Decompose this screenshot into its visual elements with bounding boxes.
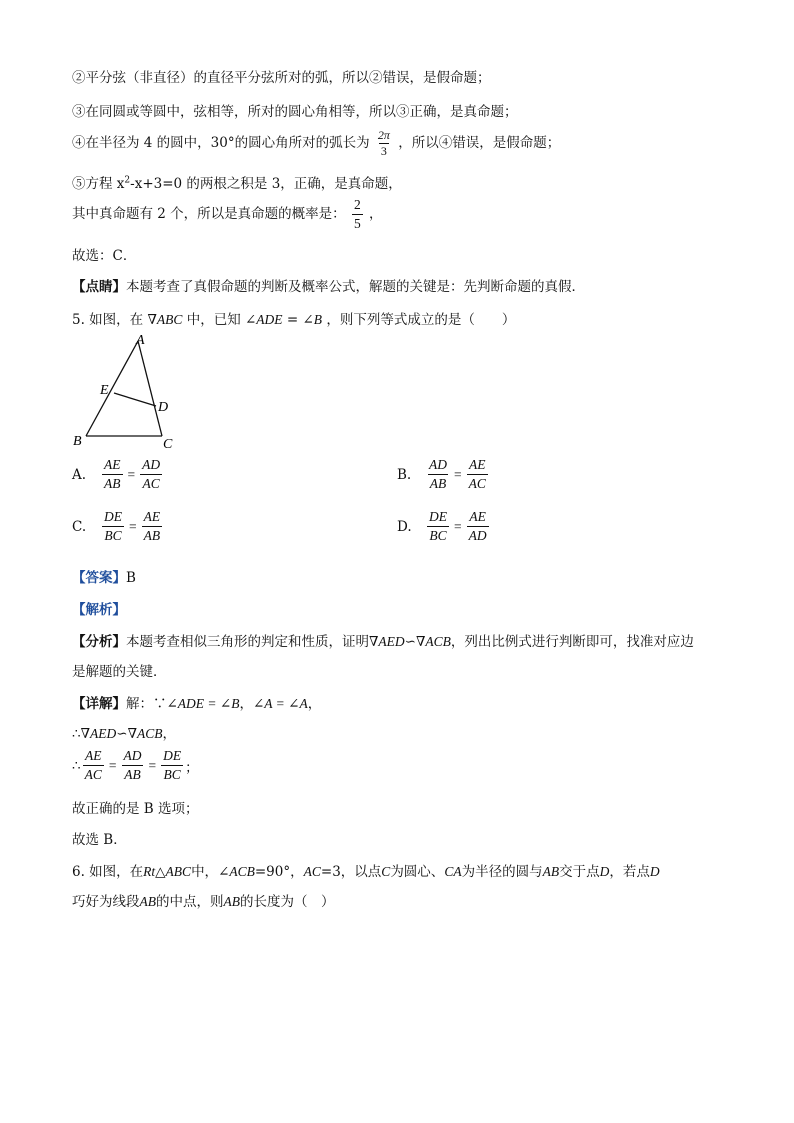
option-a[interactable] [72, 456, 164, 493]
numerator: AE [104, 457, 121, 472]
denominator: BC [104, 528, 122, 543]
text: ③在同圆或等圆中，弦相等，所对的圆心角相等，所以③正确，是真命题； [72, 104, 518, 120]
analysis-tag: 【解析】 [72, 602, 126, 618]
fraction [121, 747, 143, 784]
math: CA [444, 864, 462, 879]
math: C [381, 864, 391, 879]
question-5-stem [72, 308, 515, 328]
numerator: AD [429, 457, 447, 472]
question-6-line-1 [72, 860, 660, 880]
text: 6. 如图，在 [72, 864, 144, 880]
text: 本题考查相似三角形的判定和性质，证明 [126, 634, 369, 650]
text: ，若点 [609, 864, 650, 880]
text: ④在半径为 4 的圆中，30°的圆心角所对的弧长为 [72, 135, 370, 151]
solution-line-2 [72, 66, 491, 86]
answer-tag: 【答案】 [72, 570, 126, 586]
math: ∇AED∽∇ACB [369, 634, 451, 649]
math: Rt△ABC [143, 864, 192, 879]
math: D [599, 864, 610, 879]
side-ac [138, 341, 162, 436]
math: ∠ADE = ∠B [166, 696, 240, 711]
fraction [140, 456, 162, 493]
solution-line-5 [72, 172, 402, 192]
numerator: DE [429, 509, 447, 524]
math: AB [542, 864, 560, 879]
denominator: AB [124, 767, 141, 782]
numerator: DE [163, 748, 182, 763]
answer-line [72, 566, 136, 586]
text: ，所以④错误，是假命题； [398, 135, 561, 151]
math: D [649, 864, 660, 879]
exponent: 2 [124, 175, 131, 186]
option-letter: B. [397, 466, 412, 483]
label-b: B [73, 434, 82, 449]
detail-line-2 [72, 722, 176, 742]
fraction-2-over-5 [352, 196, 363, 233]
option-d[interactable] [397, 508, 491, 545]
detail-line-4 [72, 797, 199, 817]
text: 故选：C． [72, 248, 137, 264]
dianjing-tag: 【点睛】 [72, 279, 126, 295]
fraction [102, 508, 124, 545]
numerator: 2π [377, 128, 390, 142]
text: 巧好为线段 [72, 894, 140, 910]
therefore-symbol: ∴ [72, 726, 81, 742]
text: ，列出比例式进行判断即可，找准对应边 [450, 634, 694, 650]
text: ， [369, 206, 383, 222]
numerator: AE [143, 509, 161, 524]
fraction [161, 747, 183, 784]
denominator: AC [468, 476, 486, 491]
fenxi-tag: 【分析】 [72, 634, 126, 650]
detail-line-3 [72, 747, 199, 784]
detail-tag: 【详解】 [72, 696, 126, 712]
question-6-line-2 [72, 890, 335, 910]
text: ， [239, 696, 253, 712]
text: 故正确的是 B 选项； [72, 801, 199, 817]
math: ∠ACB [218, 864, 255, 879]
denominator: AB [143, 528, 161, 543]
equals-sign: = [454, 466, 462, 482]
denominator: AC [84, 767, 102, 782]
analysis-tag-line [72, 598, 126, 618]
math: = [286, 312, 299, 328]
option-letter: A. [72, 466, 87, 483]
fraction [142, 508, 163, 545]
numerator: AE [469, 457, 486, 472]
option-letter: C. [72, 518, 87, 535]
denominator: 3 [380, 144, 387, 158]
text: 为半径的圆与 [461, 864, 543, 880]
text: 本题考查了真假命题的判断及概率公式，解题的关键是：先判断命题的真假． [126, 279, 585, 295]
therefore-symbol: ∴ [72, 757, 81, 774]
numerator: AD [142, 457, 161, 472]
text: ， [162, 726, 176, 742]
text: 交于点 [559, 864, 600, 880]
text: ， [307, 696, 322, 712]
math: ∠A = ∠A [252, 696, 308, 711]
text: 5. 如图，在 [72, 312, 144, 328]
denominator: AD [468, 528, 487, 543]
text: 的中点，则 [156, 894, 224, 910]
segment-ed [114, 393, 156, 406]
text: 的长度为（ ） [240, 894, 335, 910]
math: ∇AED∽∇ACB [80, 726, 163, 741]
numerator: 2 [353, 197, 361, 212]
text: ； [185, 759, 199, 776]
solution-line-4 [72, 128, 560, 159]
text: 是解题的关键． [72, 664, 167, 680]
fraction [427, 456, 449, 493]
option-letter: D. [397, 518, 412, 535]
label-d: D [158, 400, 169, 415]
denominator: AB [104, 476, 121, 491]
equals-sign: = [148, 757, 157, 773]
label-a: A [136, 333, 145, 348]
answer-value: B [126, 570, 136, 586]
text: 其中真命题有 2 个，所以是真命题的概率是： [72, 206, 346, 222]
equals-sign: = [454, 518, 462, 534]
numerator: AD [123, 748, 142, 763]
equals-sign: = [129, 518, 137, 534]
fraction [427, 508, 449, 545]
fraction [83, 747, 104, 784]
triangle-figure [68, 330, 188, 455]
math: ∠ADE [245, 312, 283, 327]
equals-sign: = [127, 466, 136, 482]
text: 中，已知 [186, 312, 241, 328]
numerator: DE [104, 509, 122, 524]
detail-line-5 [72, 828, 127, 848]
option-c[interactable] [72, 508, 164, 545]
text: =3，以点 [320, 864, 382, 880]
option-b[interactable] [397, 456, 490, 493]
denominator: BC [163, 767, 181, 782]
math: ∠B [302, 312, 323, 327]
text: ，则下列等式成立的是（ ） [326, 312, 516, 328]
numerator: AE [469, 509, 486, 524]
denominator: 5 [353, 216, 361, 231]
text: 故选 B． [72, 832, 127, 848]
text: -x+3=0 的两根之积是 3，正确，是真命题， [130, 176, 402, 192]
fenxi-line-2 [72, 660, 167, 680]
solution-line-7 [72, 244, 136, 264]
label-c: C [163, 437, 173, 452]
text: 为圆心、 [390, 864, 445, 880]
fenxi-line-1 [72, 630, 694, 650]
side-ab [86, 341, 138, 436]
fraction-2pi-over-3 [376, 128, 392, 159]
label-e: E [100, 383, 109, 398]
denominator: AB [429, 476, 447, 491]
math: AB [139, 894, 156, 909]
text: =90°， [254, 864, 304, 880]
fraction [102, 456, 123, 493]
solution-line-3 [72, 100, 518, 120]
dianjing-line [72, 275, 585, 295]
denominator: AC [142, 476, 160, 491]
math: AB [223, 894, 240, 909]
text: ②平分弦（非直径）的直径平分弦所对的弧，所以②错误，是假命题； [72, 70, 491, 86]
numerator: AE [84, 748, 102, 763]
denominator: BC [429, 528, 447, 543]
math: AC [303, 864, 321, 879]
text: 解：∵ [126, 696, 167, 712]
text: 中， [191, 864, 219, 880]
text: ⑤方程 x [72, 176, 125, 192]
fraction [467, 456, 488, 493]
fraction [467, 508, 489, 545]
solution-line-6 [72, 196, 383, 233]
math: ∇ABC [147, 312, 183, 327]
detail-line-1 [72, 692, 321, 712]
equals-sign: = [108, 757, 117, 773]
